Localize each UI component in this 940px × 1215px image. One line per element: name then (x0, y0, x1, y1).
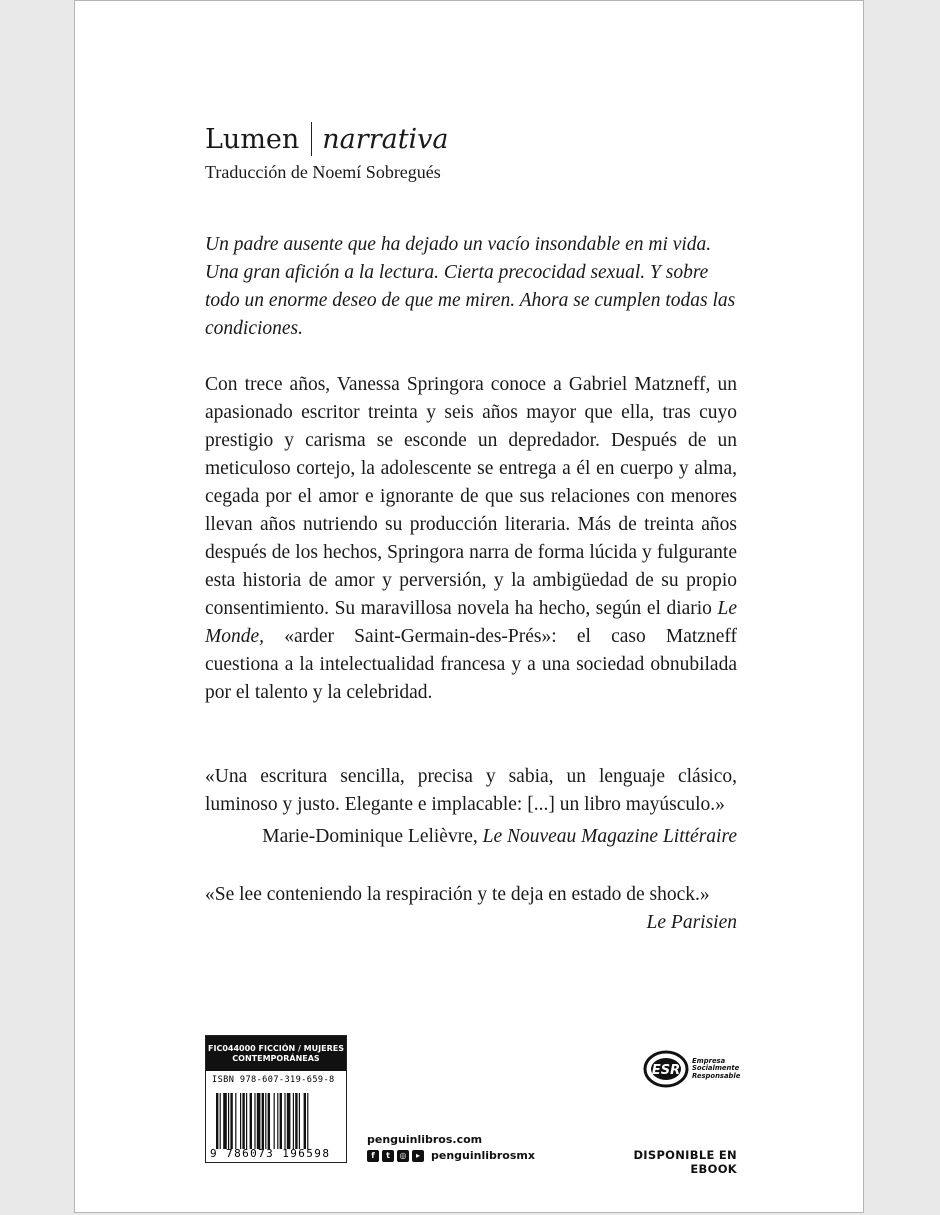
barcode-bar (307, 1093, 308, 1149)
review-2-publication: Le Parisien (646, 912, 737, 933)
intro-quote: Un padre ausente que ha dejado un vacío insondable en mi vida. Una gran afición a la lectura. Cierta precocidad sexual. Y sobre todo un enorme deseo de que me miren. Ahora se cumplen todas las condiciones. (205, 234, 736, 339)
esr-line-2: Socialmente (692, 1064, 740, 1073)
barcode-bar (268, 1093, 270, 1149)
instagram-icon[interactable]: ◎ (397, 1150, 409, 1162)
review-1-publication: Le Nouveau Magazine Littéraire (482, 826, 737, 847)
imprint-name: narrativa (322, 123, 449, 155)
barcode-bar (265, 1093, 266, 1149)
translator-credit: Traducción de Noemí Sobregués (205, 162, 441, 182)
review-quote-2: «Se lee conteniendo la respiración y te deja en estado de shock.» (205, 884, 710, 905)
barcode-bar (235, 1093, 236, 1149)
publisher-name: Lumen (205, 123, 300, 155)
synopsis-part1: Con trece años, Vanessa Springora conoce a Gabriel Matzneff, un apasionado escritor treinta y seis años mayor que ella, tras cuyo prestigio y carisma se esconde un depredador. Después de un meticuloso cortejo, la adolescente se entrega a él en cuerpo y alma, cegada por el amor e ignorante de que sus relaciones con menores llevan años nutriendo su producción literaria. Más de treinta años después de los hechos, Springora narra de forma lúcida y fulgurante esta historia de amor y perversión, y la ambigüedad de su propio consentimiento. Su maravillosa novela ha hecho, según el diario (205, 374, 737, 619)
barcode-bar (228, 1093, 229, 1149)
esr-line-1: Empresa (692, 1056, 726, 1065)
review-1-author: Marie-Dominique Lelièvre, (262, 826, 483, 847)
twitter-icon[interactable]: t (382, 1150, 394, 1162)
review-quote-2-source (205, 909, 737, 937)
barcode-box (205, 1035, 347, 1163)
facebook-icon[interactable]: f (367, 1150, 379, 1162)
esr-label (692, 1058, 740, 1081)
barcode-bar (284, 1093, 285, 1149)
brand-divider (311, 122, 312, 156)
esr-line-3: Responsable (692, 1071, 741, 1080)
website-link[interactable]: penguinlibros.com (367, 1133, 483, 1146)
esr-badge (643, 1049, 740, 1089)
barcode-bars (210, 1093, 342, 1149)
barcode-bar (304, 1093, 306, 1149)
synopsis (205, 371, 737, 707)
review-quote-1: «Una escritura sencilla, precisa y sabia, un lenguaje clásico, luminoso y justo. Elegante e implacable: [...] un libro mayúsculo.» (205, 766, 737, 815)
barcode-bar (287, 1093, 291, 1149)
social-links (367, 1149, 535, 1162)
esr-logo-icon (643, 1049, 689, 1089)
barcode-bar (220, 1093, 221, 1149)
ean-number: 9 786073 196598 (210, 1147, 331, 1160)
bisac-line-2: CONTEMPORÁNEAS (232, 1053, 320, 1063)
bisac-category (206, 1036, 346, 1071)
publisher-brand (205, 119, 737, 159)
barcode-bar (257, 1093, 261, 1149)
barcode-bar (274, 1093, 275, 1149)
bisac-line-1: FIC044000 FICCIÓN / MUJERES (208, 1043, 344, 1053)
barcode-bar (293, 1093, 294, 1149)
isbn-label: ISBN 978-607-319-659-8 (212, 1075, 335, 1085)
review-quote-1-source (205, 823, 737, 851)
barcode-bar (295, 1093, 297, 1149)
barcode-bar (299, 1093, 300, 1149)
book-back-cover (74, 0, 864, 1213)
barcode-bar (277, 1093, 278, 1149)
barcode-bar (262, 1093, 264, 1149)
barcode-bar (246, 1093, 247, 1149)
ebook-availability: DISPONIBLE EN EBOOK (633, 1148, 737, 1176)
esr-logo-text: ESR (651, 1063, 681, 1078)
youtube-icon[interactable]: ▸ (412, 1150, 424, 1162)
synopsis-source: Le Monde, (205, 598, 737, 647)
synopsis-part2: «arder Saint-Germain-des-Prés»: el caso Matzneff cuestiona a la intelectualidad francesa y a una sociedad obnubilada por el talento y la celebridad. (205, 626, 737, 703)
barcode-graphic (210, 1093, 342, 1149)
barcode-bar (250, 1093, 252, 1149)
barcode-bar (230, 1093, 232, 1149)
barcode-bar (216, 1093, 218, 1149)
barcode-bar (240, 1093, 241, 1149)
barcode-bar (254, 1093, 255, 1149)
social-handle[interactable]: penguinlibrosmx (431, 1149, 535, 1162)
barcode-bar (223, 1093, 227, 1149)
barcode-bar (280, 1093, 282, 1149)
barcode-bar (242, 1093, 244, 1149)
